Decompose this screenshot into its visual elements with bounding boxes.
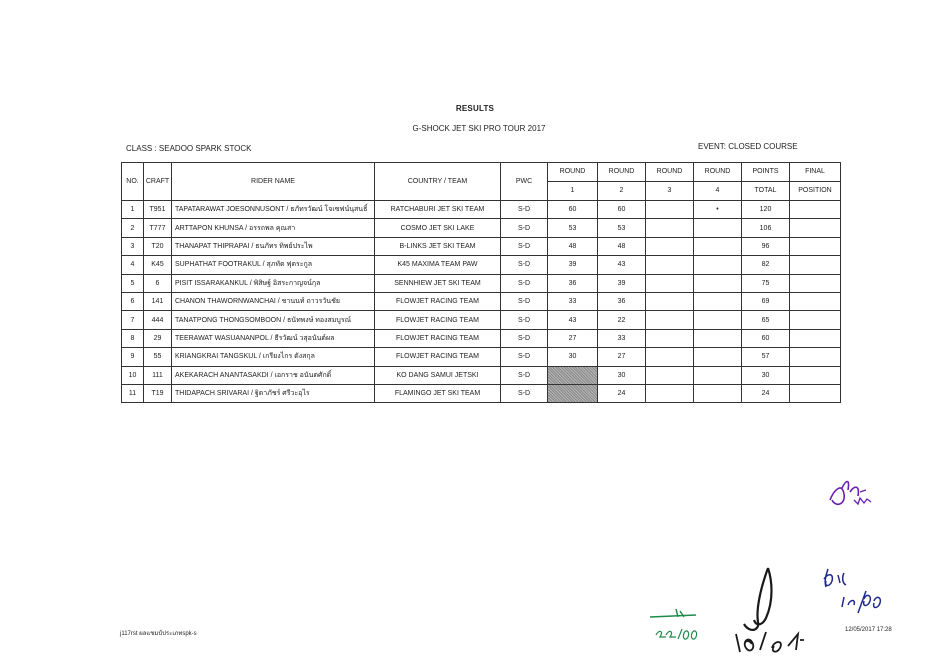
cell-final <box>790 384 841 402</box>
header-points-top: POINTS <box>742 163 790 182</box>
table-row <box>122 329 841 347</box>
cell-r1: 36 <box>548 274 598 292</box>
cell-no: 8 <box>122 329 144 347</box>
cell-team: RATCHABURI JET SKI TEAM <box>375 201 501 219</box>
header-rider-name: RIDER NAME <box>172 163 375 201</box>
table-row <box>122 384 841 402</box>
cell-total: 96 <box>742 237 790 255</box>
cell-r1: 48 <box>548 237 598 255</box>
cell-no: 6 <box>122 292 144 310</box>
event-subtitle: G-SHOCK JET SKI PRO TOUR 2017 <box>412 124 546 133</box>
header-round2-top: ROUND <box>598 163 646 182</box>
cell-final <box>790 256 841 274</box>
cell-final <box>790 219 841 237</box>
cell-r3 <box>646 366 694 384</box>
cell-craft: 55 <box>144 348 172 366</box>
cell-r3 <box>646 311 694 329</box>
cell-pwc: S-D <box>501 348 548 366</box>
cell-total: 69 <box>742 292 790 310</box>
header-craft: CRAFT <box>144 163 172 201</box>
cell-rider: KRIANGKRAI TANGSKUL / เกรียงไกร ตังสกุล <box>172 348 375 366</box>
cell-r1: 30 <box>548 348 598 366</box>
cell-final <box>790 292 841 310</box>
table-row <box>122 201 841 219</box>
cell-craft: 444 <box>144 311 172 329</box>
header-pwc: PWC <box>501 163 548 201</box>
results-table <box>121 162 841 403</box>
cell-r2: 39 <box>598 274 646 292</box>
cell-r3 <box>646 348 694 366</box>
signature-top-right <box>820 470 880 515</box>
cell-rider: THIDAPACH SRIVARAI / ฐิดาภัชร์ ศรีวะอุไร <box>172 384 375 402</box>
cell-craft: 141 <box>144 292 172 310</box>
header-round3-bottom: 3 <box>646 182 694 201</box>
event-label: EVENT: CLOSED COURSE <box>698 142 798 151</box>
cell-craft: 111 <box>144 366 172 384</box>
header-round1-bottom: 1 <box>548 182 598 201</box>
cell-total: 120 <box>742 201 790 219</box>
signature-green <box>646 605 706 645</box>
cell-rider: TEERAWAT WASUANANPOL / ธีรวัฒน์ วสุอนันต์ผล <box>172 329 375 347</box>
cell-r4 <box>694 348 742 366</box>
cell-r4 <box>694 311 742 329</box>
cell-pwc: S-D <box>501 329 548 347</box>
cell-r3 <box>646 256 694 274</box>
cell-total: 24 <box>742 384 790 402</box>
print-timestamp: 12/05/2017 17:28 <box>845 627 892 633</box>
cell-r1 <box>548 384 598 402</box>
cell-r4 <box>694 219 742 237</box>
cell-r2: 22 <box>598 311 646 329</box>
cell-rider: ARTTAPON KHUNSA / อรรถพล คุณสา <box>172 219 375 237</box>
cell-team: FLAMINGO JET SKI TEAM <box>375 384 501 402</box>
cell-craft: 6 <box>144 274 172 292</box>
cell-team: FLOWJET RACING TEAM <box>375 348 501 366</box>
signature-right <box>818 565 893 620</box>
cell-r3 <box>646 292 694 310</box>
cell-r4 <box>694 384 742 402</box>
cell-pwc: S-D <box>501 366 548 384</box>
cell-final <box>790 366 841 384</box>
cell-no: 5 <box>122 274 144 292</box>
cell-total: 65 <box>742 311 790 329</box>
cell-r2: 36 <box>598 292 646 310</box>
cell-total: 30 <box>742 366 790 384</box>
cell-r2: 60 <box>598 201 646 219</box>
cell-total: 82 <box>742 256 790 274</box>
cell-rider: CHANON THAWORNWANCHAI / ชานนท์ ถาวรวันชัย <box>172 292 375 310</box>
cell-craft: 29 <box>144 329 172 347</box>
cell-team: B-LINKS JET SKI TEAM <box>375 237 501 255</box>
cell-craft: T951 <box>144 201 172 219</box>
header-final-top: FINAL <box>790 163 841 182</box>
table-row <box>122 311 841 329</box>
cell-total: 60 <box>742 329 790 347</box>
cell-final <box>790 201 841 219</box>
cell-team: FLOWJET RACING TEAM <box>375 329 501 347</box>
cell-final <box>790 237 841 255</box>
cell-pwc: S-D <box>501 292 548 310</box>
cell-r4: • <box>694 201 742 219</box>
file-code: j117rst ผลแชมป์ประเภทspk-s <box>120 631 197 637</box>
cell-total: 106 <box>742 219 790 237</box>
cell-final <box>790 311 841 329</box>
cell-team: KO DANG SAMUI JETSKI <box>375 366 501 384</box>
cell-rider: SUPHATHAT FOOTRAKUL / สุภทัต ฟุตระกูล <box>172 256 375 274</box>
cell-rider: AKEKARACH ANANTASAKDI / เอกราช อนันตศักดิ์ <box>172 366 375 384</box>
cell-no: 4 <box>122 256 144 274</box>
cell-rider: TANATPONG THONGSOMBOON / ธนัทพงษ์ ทองสมบูรณ์ <box>172 311 375 329</box>
cell-no: 7 <box>122 311 144 329</box>
cell-team: FLOWJET RACING TEAM <box>375 292 501 310</box>
table-header-row <box>122 163 841 182</box>
table-row <box>122 348 841 366</box>
cell-rider: THANAPAT THIPRAPAI / ธนภัทร ทิพย์ประไพ <box>172 237 375 255</box>
header-country-team: COUNTRY / TEAM <box>375 163 501 201</box>
cell-r3 <box>646 384 694 402</box>
cell-final <box>790 274 841 292</box>
cell-no: 11 <box>122 384 144 402</box>
cell-team: FLOWJET RACING TEAM <box>375 311 501 329</box>
header-round2-bottom: 2 <box>598 182 646 201</box>
cell-r3 <box>646 329 694 347</box>
cell-r2: 27 <box>598 348 646 366</box>
cell-pwc: S-D <box>501 219 548 237</box>
cell-r2: 24 <box>598 384 646 402</box>
cell-r4 <box>694 292 742 310</box>
cell-no: 1 <box>122 201 144 219</box>
cell-team: SENNHIEW JET SKI TEAM <box>375 274 501 292</box>
header-final-bottom: POSITION <box>790 182 841 201</box>
cell-r3 <box>646 274 694 292</box>
cell-no: 2 <box>122 219 144 237</box>
cell-pwc: S-D <box>501 274 548 292</box>
cell-rider: TAPATARAWAT JOESONNUSONT / ธภัทรวัฒน์ โจเซฟน์นุสนธิ์ <box>172 201 375 219</box>
table-row <box>122 237 841 255</box>
cell-final <box>790 329 841 347</box>
cell-no: 10 <box>122 366 144 384</box>
cell-r3 <box>646 237 694 255</box>
cell-r4 <box>694 237 742 255</box>
cell-craft: T19 <box>144 384 172 402</box>
cell-r2: 53 <box>598 219 646 237</box>
header-points-bottom: TOTAL <box>742 182 790 201</box>
cell-r1: 33 <box>548 292 598 310</box>
cell-r3 <box>646 219 694 237</box>
cell-r1 <box>548 366 598 384</box>
cell-no: 9 <box>122 348 144 366</box>
table-row <box>122 366 841 384</box>
cell-r4 <box>694 256 742 274</box>
cell-r4 <box>694 366 742 384</box>
cell-r4 <box>694 274 742 292</box>
cell-r1: 27 <box>548 329 598 347</box>
header-no: NO. <box>122 163 144 201</box>
cell-r2: 48 <box>598 237 646 255</box>
cell-craft: T777 <box>144 219 172 237</box>
cell-total: 57 <box>742 348 790 366</box>
signature-center <box>720 560 830 660</box>
cell-r3 <box>646 201 694 219</box>
cell-no: 3 <box>122 237 144 255</box>
cell-craft: K45 <box>144 256 172 274</box>
cell-team: K45 MAXIMA TEAM PAW <box>375 256 501 274</box>
cell-pwc: S-D <box>501 311 548 329</box>
cell-r1: 39 <box>548 256 598 274</box>
table-row <box>122 274 841 292</box>
cell-pwc: S-D <box>501 237 548 255</box>
table-row <box>122 219 841 237</box>
cell-r4 <box>694 329 742 347</box>
cell-pwc: S-D <box>501 384 548 402</box>
cell-team: COSMO JET SKI LAKE <box>375 219 501 237</box>
document-title: RESULTS <box>455 104 495 113</box>
cell-total: 75 <box>742 274 790 292</box>
header-round4-bottom: 4 <box>694 182 742 201</box>
cell-craft: T20 <box>144 237 172 255</box>
cell-pwc: S-D <box>501 201 548 219</box>
header-round1-top: ROUND <box>548 163 598 182</box>
class-label: CLASS : SEADOO SPARK STOCK <box>126 144 252 153</box>
header-round4-top: ROUND <box>694 163 742 182</box>
cell-r2: 43 <box>598 256 646 274</box>
cell-rider: PISIT ISSARAKANKUL / พิสิษฐ์ อิสระกาญจน์กุล <box>172 274 375 292</box>
cell-r1: 60 <box>548 201 598 219</box>
table-row <box>122 256 841 274</box>
cell-r1: 53 <box>548 219 598 237</box>
header-round3-top: ROUND <box>646 163 694 182</box>
table-row <box>122 292 841 310</box>
cell-pwc: S-D <box>501 256 548 274</box>
cell-r2: 30 <box>598 366 646 384</box>
cell-r2: 33 <box>598 329 646 347</box>
cell-final <box>790 348 841 366</box>
cell-r1: 43 <box>548 311 598 329</box>
